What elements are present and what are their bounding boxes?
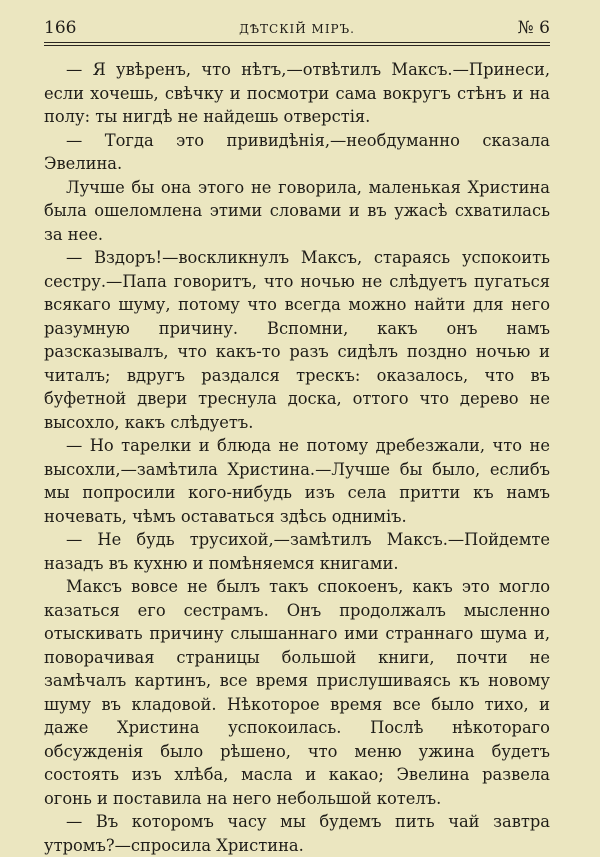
header-rule: [44, 42, 550, 46]
paragraph: Лучше бы она этого не говорила, маленькая Христина была ошеломлена этими словами и въ ужасѣ схватилась за нее.: [44, 177, 550, 244]
paragraph: Максъ вовсе не былъ такъ спокоенъ, какъ это могло казаться его сестрамъ. Онъ продолжалъ мысленно отыскивать причину слышаннаго ими страннаго шума и, поворачивая страницы большой книги, почти не замѣчалъ картинъ, все время прислушиваясь къ новому шуму въ кладовой. Нѣкоторое время все было тихо, и даже Христина успокоилась. Послѣ нѣкотораго обсужденія было рѣшено, что меню ужина будетъ состоять изъ хлѣба, масла и какао; Эвелина развела огонь и поставила на него небольшой котелъ.: [44, 577, 550, 808]
paragraph: — Но тарелки и блюда не потому дребезжали, что не высохли,—замѣтила Христина.—Лучше бы было, еслибъ мы попросили кого-нибудь изъ села притти къ намъ ночевать, чѣмъ оставаться здѣсь одниміъ.: [44, 436, 550, 526]
running-header: [44, 18, 550, 40]
paragraph: — Тогда это привидѣнія,—необдуманно сказала Эвелина.: [44, 130, 550, 173]
issue-number: № 6: [517, 18, 550, 38]
paragraph: — Въ которомъ часу мы будемъ пить чай завтра утромъ?—спросила Христина.: [44, 812, 550, 855]
paragraph: — Я увѣренъ, что нѣтъ,—отвѣтилъ Максъ.—Принеси, если хочешь, свѣчку и посмотри сама вокругъ стѣнъ и на полу: ты нигдѣ не найдешь отверстія.: [44, 60, 550, 126]
paragraph: — Не будь трусихой,—замѣтилъ Максъ.—Пойдемте назадъ въ кухню и помѣняемся книгами.: [44, 530, 550, 573]
journal-title: ДѢТСКІЙ МІРЪ.: [239, 22, 355, 36]
paragraph: — Вздоръ!—воскликнулъ Максъ, стараясь успокоить сестру.—Папа говоритъ, что ночью не слѣдуетъ пугаться всякаго шуму, потому что всегда можно найти для него разумную причину. Вспомни, какъ онъ намъ разсказывалъ, что какъ-то разъ сидѣлъ поздно ночью и читалъ; вдругъ раздался трескъ: оказалось, что въ буфетной двери треснула доска, оттого что дерево не высохло, какъ слѣдуетъ.: [44, 248, 550, 432]
page-number: 166: [44, 18, 77, 38]
page-text: [44, 58, 550, 857]
